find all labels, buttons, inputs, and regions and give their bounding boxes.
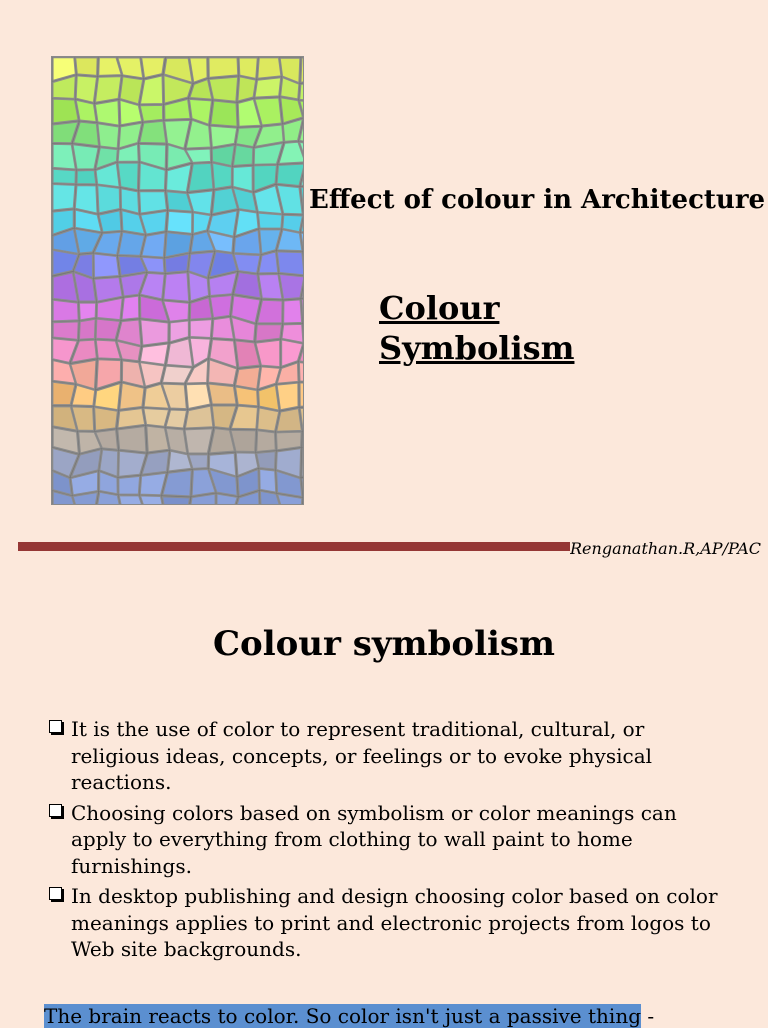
slide-title: Colour Symbolism xyxy=(379,288,639,368)
mosaic-tile xyxy=(140,121,166,143)
highlighted-statement xyxy=(44,1004,654,1028)
mosaic-tile xyxy=(122,296,139,319)
mosaic-tile xyxy=(209,77,238,101)
mosaic-tile xyxy=(234,272,260,298)
highlighted-text: The brain reacts to color. So color isn't just a passive thing xyxy=(44,1004,641,1028)
checkbox-bullet-icon xyxy=(49,804,62,817)
mosaic-tile xyxy=(186,384,210,409)
mosaic-tile xyxy=(76,76,97,103)
mosaic-tile xyxy=(79,319,95,339)
mosaic-tile xyxy=(300,383,303,406)
mosaic-tile xyxy=(118,408,145,428)
mosaic-tile xyxy=(53,99,78,123)
mosaic-tile xyxy=(185,429,213,453)
mosaic-tile xyxy=(140,192,167,214)
mosaic-tile xyxy=(302,448,303,476)
mosaic-tile xyxy=(209,384,237,404)
mosaic-tile xyxy=(299,363,303,382)
mosaic-tile xyxy=(238,77,256,101)
bullet-list xyxy=(46,716,736,967)
mosaic-tile xyxy=(118,232,144,255)
mosaic-tile xyxy=(147,426,169,452)
mosaic-tile xyxy=(235,387,257,406)
mosaic-tile xyxy=(94,277,122,301)
bullet-text: Choosing colors based on symbolism or color meanings can apply to everything from clothing to wall paint to home furnishings. xyxy=(71,801,677,878)
mosaic-tile xyxy=(256,325,282,342)
mosaic-tile xyxy=(95,101,119,126)
mosaic-tile xyxy=(167,211,192,233)
mosaic-tile xyxy=(95,407,118,430)
mosaic-tile xyxy=(212,145,234,165)
mosaic-tile xyxy=(213,163,232,189)
mosaic-tile xyxy=(118,426,146,452)
mosaic-tile xyxy=(73,145,98,169)
mosaic-tile xyxy=(95,77,121,103)
mosaic-tile xyxy=(120,77,143,104)
mosaic-tile xyxy=(53,144,75,169)
mosaic-tile xyxy=(98,124,119,148)
mosaic-tile xyxy=(140,105,163,121)
bullet-item xyxy=(46,716,736,796)
mosaic-tile xyxy=(75,186,97,214)
mosaic-tile xyxy=(118,163,138,190)
mosaic-tile xyxy=(259,274,282,298)
mosaic-tile xyxy=(98,186,120,213)
mosaic-tile xyxy=(144,408,169,426)
mosaic-tile xyxy=(76,58,98,76)
mosaic-tile xyxy=(53,300,78,321)
mosaic-tile xyxy=(209,58,238,78)
mosaic-tile xyxy=(210,295,231,317)
mosaic-tile xyxy=(211,101,237,126)
mosaic-tile xyxy=(279,274,303,299)
mosaic-tile xyxy=(212,317,233,339)
stained-glass-image xyxy=(51,56,304,505)
author-credit: Renganathan.R,AP/PAC xyxy=(570,538,768,578)
mosaic-tile xyxy=(53,382,75,405)
slide-subtitle: Effect of colour in Architecture xyxy=(309,185,765,215)
mosaic-tile xyxy=(257,452,276,470)
mosaic-tile xyxy=(140,496,164,504)
mosaic-tile xyxy=(277,383,298,410)
mosaic-tile xyxy=(257,300,282,323)
mosaic-tile xyxy=(277,164,303,186)
checkbox-bullet-icon xyxy=(49,720,62,733)
mosaic-tile xyxy=(121,189,139,214)
mosaic-tile xyxy=(99,211,121,232)
highlight-tail: - xyxy=(641,1004,654,1028)
mosaic-tile xyxy=(257,431,276,452)
mosaic-tile xyxy=(53,322,78,340)
mosaic-tile xyxy=(162,497,189,504)
mosaic-tile xyxy=(239,58,257,79)
mosaic-tile xyxy=(284,300,302,323)
bullet-item xyxy=(46,883,736,963)
mosaic-tile xyxy=(258,408,279,431)
mosaic-tile xyxy=(77,170,96,184)
mosaic-tile xyxy=(234,254,260,273)
mosaic-tile xyxy=(120,383,144,409)
mosaic-tile xyxy=(276,432,301,450)
mosaic-tile xyxy=(258,58,281,79)
mosaic-tile xyxy=(211,126,237,147)
mosaic-tile xyxy=(255,78,281,98)
mosaic-tile xyxy=(53,169,75,184)
section-title: Colour symbolism xyxy=(0,624,768,664)
mosaic-tile xyxy=(259,252,278,273)
mosaic-tile xyxy=(119,476,140,494)
mosaic-tile xyxy=(96,319,120,339)
mosaic-tile xyxy=(277,252,303,275)
mosaic-tile xyxy=(236,367,260,389)
mosaic-tile xyxy=(260,469,276,492)
checkbox-bullet-icon xyxy=(49,887,62,900)
mosaic-tile xyxy=(141,320,168,345)
mosaic-tile xyxy=(231,430,256,451)
mosaic-tile xyxy=(164,273,189,302)
mosaic-tile xyxy=(79,303,95,320)
bullet-text: It is the use of color to represent traditional, cultural, or religious ideas, concepts, or feelings or to evoke physical reactions. xyxy=(71,717,652,794)
mosaic-tile xyxy=(190,320,212,338)
divider-rule xyxy=(18,542,570,551)
mosaic-tile xyxy=(277,409,302,432)
mosaic-tile xyxy=(233,166,252,191)
mosaic-tile xyxy=(53,184,75,210)
bullet-item xyxy=(46,800,736,880)
mosaic-tile xyxy=(94,254,119,277)
mosaic-graphic xyxy=(52,57,303,504)
mosaic-tile xyxy=(189,163,213,191)
mosaic-tile xyxy=(233,145,253,165)
mosaic-tile xyxy=(283,215,303,232)
mosaic-tile xyxy=(258,213,282,228)
bullet-text: In desktop publishing and design choosing color based on color meanings applies to print and electronic projects from logos to Web site backgrounds. xyxy=(71,884,718,961)
mosaic-tile xyxy=(140,344,168,365)
